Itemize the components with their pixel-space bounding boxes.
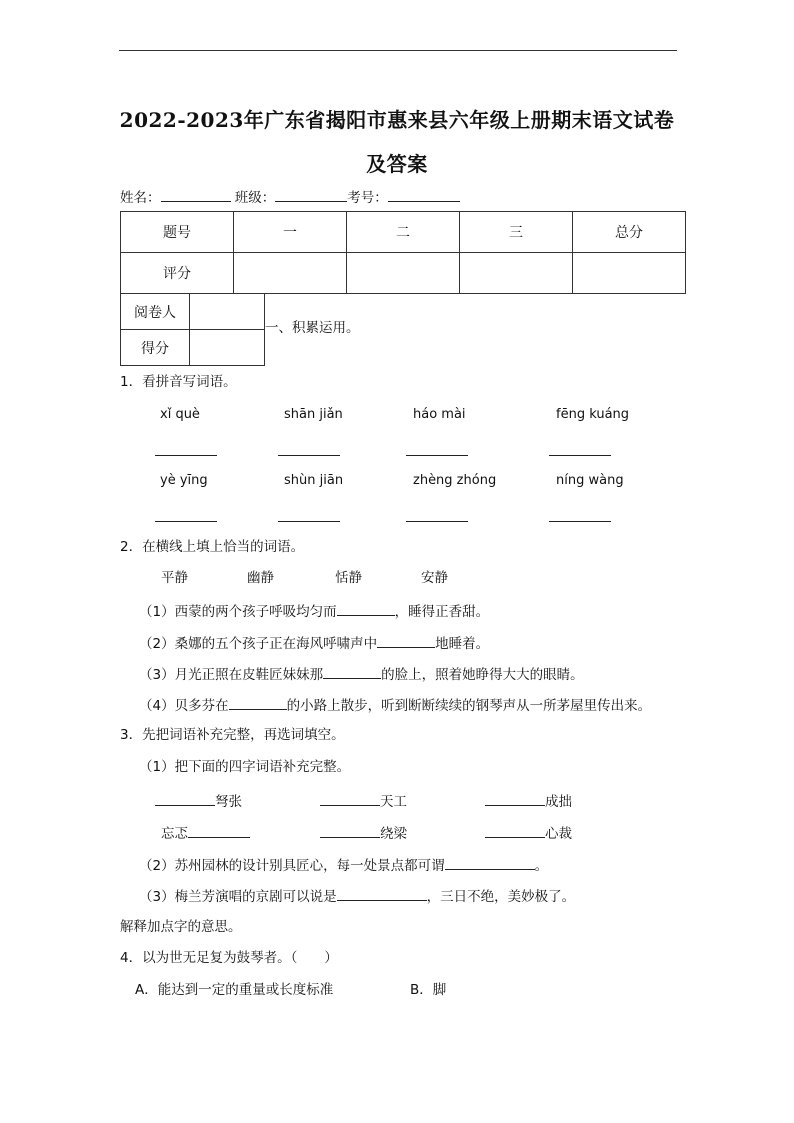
- answer-blank[interactable]: [337, 601, 395, 616]
- sentence-text: （4）贝多芬在: [139, 698, 229, 714]
- sentence-text: 地睡着。: [435, 636, 490, 652]
- word-option: 恬静: [335, 570, 362, 586]
- pinyin-item: fēng kuáng: [556, 407, 630, 422]
- score-header-cell: 二: [347, 212, 460, 253]
- fill-sentence: [139, 601, 489, 621]
- fill-sentence: [139, 633, 489, 653]
- exam-no-field[interactable]: [388, 187, 460, 202]
- answer-blank[interactable]: [155, 791, 215, 806]
- grader-cell[interactable]: [190, 294, 265, 330]
- sentence-text: ，睡得正香甜。: [394, 604, 490, 620]
- idiom-item: [485, 791, 572, 811]
- idiom-text: 忘忑: [161, 826, 188, 842]
- answer-blank[interactable]: [485, 791, 545, 806]
- sentence-text: （2）苏州园林的设计别具匠心，每一处景点都可谓: [139, 858, 445, 874]
- score-header-cell: 一: [234, 212, 347, 253]
- idiom-item: [320, 823, 407, 843]
- answer-blank[interactable]: [485, 823, 545, 838]
- fill-sentence: [139, 664, 584, 684]
- class-label: 班级：: [234, 190, 276, 206]
- answer-blank[interactable]: [406, 455, 468, 456]
- page-title: 2022-2023年广东省揭阳市惠来县六年级上册期末语文试卷: [119, 108, 675, 132]
- grader-score-cell[interactable]: [190, 330, 265, 366]
- score-cell[interactable]: [573, 253, 686, 294]
- fill-sentence: [139, 855, 548, 875]
- name-field[interactable]: [161, 187, 231, 202]
- sentence-text: 。: [534, 858, 549, 874]
- class-field[interactable]: [275, 187, 347, 202]
- pinyin-item: yè yīng: [160, 473, 208, 488]
- sentence-text: ，三日不绝，美妙极了。: [426, 889, 576, 905]
- pinyin-item: shùn jiān: [284, 473, 344, 488]
- name-label: 姓名：: [120, 190, 161, 206]
- answer-blank[interactable]: [377, 633, 435, 648]
- question-4-title: 4．以为世无足复为鼓琴者。（ ）: [120, 950, 338, 966]
- idiom-item: [161, 823, 250, 843]
- idiom-item: [155, 791, 242, 811]
- sentence-text: （1）西蒙的两个孩子呼吸均匀而: [139, 604, 337, 620]
- pinyin-item: xǐ què: [160, 407, 200, 422]
- sentence-text: （3）梅兰芳演唱的京剧可以说是: [139, 889, 337, 905]
- page-title-cont: 及答案: [366, 152, 428, 176]
- answer-blank[interactable]: [337, 886, 427, 901]
- answer-blank[interactable]: [155, 455, 217, 456]
- header-rule: [119, 50, 677, 51]
- idiom-text: 成拙: [545, 794, 572, 810]
- question-1-title: 1．看拼音写词语。: [120, 374, 237, 390]
- section-title: 一、积累运用。: [265, 320, 360, 336]
- fill-sentence: [139, 886, 575, 906]
- score-row-label: 评分: [121, 253, 234, 294]
- answer-blank[interactable]: [155, 521, 217, 522]
- answer-blank[interactable]: [278, 455, 340, 456]
- score-table: [120, 211, 686, 294]
- answer-blank[interactable]: [549, 521, 611, 522]
- pinyin-item: shān jiǎn: [284, 407, 343, 422]
- answer-blank[interactable]: [188, 823, 250, 838]
- idiom-item: [485, 823, 572, 843]
- answer-blank[interactable]: [229, 695, 287, 710]
- sentence-text: 的脸上，照着她睁得大大的眼睛。: [381, 667, 584, 683]
- score-header-cell: 三: [460, 212, 573, 253]
- student-info: [120, 187, 460, 207]
- grader-score-label: 得分: [121, 330, 190, 366]
- sentence-text: （3）月光正照在皮鞋匠妹妹那: [139, 667, 324, 683]
- answer-blank[interactable]: [445, 855, 535, 870]
- pinyin-item: zhèng zhóng: [413, 473, 497, 488]
- answer-blank[interactable]: [320, 791, 380, 806]
- score-cell[interactable]: [347, 253, 460, 294]
- score-cell[interactable]: [460, 253, 573, 294]
- answer-blank[interactable]: [278, 521, 340, 522]
- pinyin-item: níng wàng: [556, 473, 624, 488]
- idiom-text: 弩张: [215, 794, 242, 810]
- answer-blank[interactable]: [320, 823, 380, 838]
- idiom-text: 天工: [380, 794, 407, 810]
- grader-label: 阅卷人: [121, 294, 190, 330]
- exam-no-label: 考号：: [347, 190, 388, 206]
- question-2-title: 2．在横线上填上恰当的词语。: [120, 539, 305, 555]
- answer-blank[interactable]: [549, 455, 611, 456]
- idiom-text: 绕梁: [380, 826, 407, 842]
- answer-blank[interactable]: [323, 664, 381, 679]
- question-3-title: 3．先把词语补充完整，再选词填空。: [120, 727, 345, 743]
- sentence-text: （2）桑娜的五个孩子正在海风呼啸声中: [139, 636, 378, 652]
- grader-table: [120, 293, 265, 366]
- word-option: 幽静: [247, 570, 274, 586]
- option-b[interactable]: B．脚: [410, 982, 447, 998]
- word-option: 平静: [161, 570, 188, 586]
- pinyin-item: háo mài: [413, 407, 466, 422]
- score-header-cell: 题号: [121, 212, 234, 253]
- score-header-cell: 总分: [573, 212, 686, 253]
- fill-sentence: [139, 695, 651, 715]
- score-cell[interactable]: [234, 253, 347, 294]
- option-a[interactable]: A．能达到一定的重量或长度标准: [135, 982, 334, 998]
- answer-blank[interactable]: [406, 521, 468, 522]
- word-option: 安静: [421, 570, 448, 586]
- sentence-text: 的小路上散步，听到断断续续的钢琴声从一所茅屋里传出来。: [286, 698, 652, 714]
- instruction: 解释加点字的意思。: [120, 919, 242, 935]
- idiom-item: [320, 791, 407, 811]
- sub-question: （1）把下面的四字词语补充完整。: [139, 759, 351, 775]
- idiom-text: 心裁: [545, 826, 572, 842]
